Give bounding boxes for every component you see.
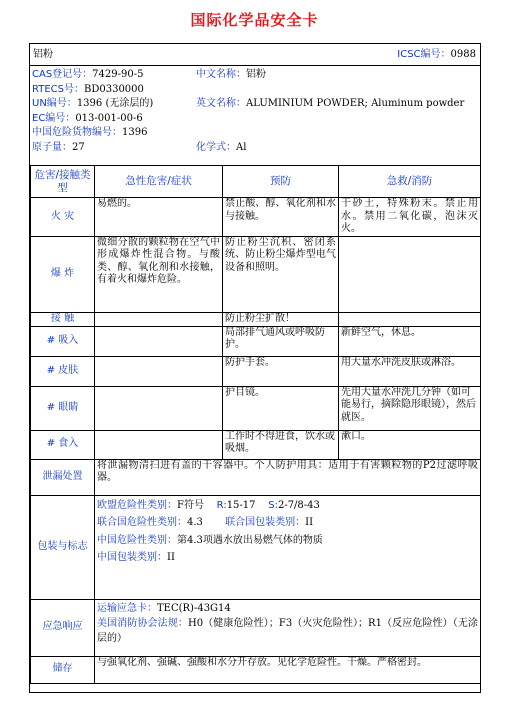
- rtecs-row: RTECS号：BD0330000: [32, 83, 144, 95]
- ec-value: 013-001-00-6: [75, 112, 143, 124]
- un-value: 1396 (无涂层的): [76, 98, 154, 109]
- col-header-aid: 急救/消防: [339, 166, 481, 198]
- icsc-label: ICSC编号：: [397, 49, 451, 60]
- table-row: # 吸入 局部排气通风或呼吸防护。 新鲜空气，休息。: [31, 326, 481, 356]
- packaging-content: 欧盟危险性类别：F符号 R:15-17 S:2-7/8-43 联合国危险性类别：4.3 联合国包装类别：II 中国危险性类别：第4.3项遇水放出易燃气体的物质 中国包装类别：II: [95, 495, 481, 599]
- cas-row: CAS登记号：7429-90-5: [32, 69, 144, 80]
- chemical-name: 铝粉: [33, 49, 53, 60]
- table-row: 接 触 防止粉尘扩散！: [31, 312, 481, 326]
- cas-value: 7429-90-5: [92, 69, 144, 80]
- cn-name-value: 铝粉: [246, 69, 266, 80]
- spill-text: 将泄漏物清扫进有盖的干容器中。个人防护用具：适用于有害颗粒物的P2过滤呼吸器。: [95, 459, 481, 495]
- spill-row: 泄漏处置 将泄漏物清扫进有盖的干容器中。个人防护用具：适用于有害颗粒物的P2过滤呼吸器。: [31, 459, 481, 495]
- table-row: # 眼睛 护目镜。 先用大量水冲洗几分钟（如可能易行，摘除隐形眼镜），然后就医。: [31, 386, 481, 430]
- un-row: UN编号：1396 (无涂层的): [32, 98, 154, 109]
- cn-goods-row: 中国危险货物编号：1396: [32, 127, 148, 138]
- page-title: 国际化学品安全卡: [190, 11, 319, 29]
- col-header-type: 危害/接触类型: [31, 166, 95, 198]
- table-row: # 食入 工作时不得进食，饮水或吸烟。 漱口。: [31, 430, 481, 459]
- col-header-hazard: 急性危害/症状: [95, 166, 223, 198]
- icsc-value: 0988: [450, 49, 476, 60]
- emergency-row: 应急响应 运输应急卡：TEC(R)-43G14 美国消防协会法规：H0（健康危险性）；F3（火灾危险性）；R1（反应危险性）（无涂层的）: [31, 599, 481, 656]
- table-row: 火 灾 易燃的。 禁止酸、醇、氧化剂和水与接触。 干砂土，特殊粉末。禁止用水。禁用二氧化碳，泡沫灭火。: [31, 198, 481, 237]
- atomic-weight-value: 27: [72, 141, 85, 153]
- storage-text: 与强氧化剂、强碱、强酸和水分开存放。见化学危险性。干燥。严格密封。: [95, 656, 481, 683]
- cn-name-row: 中文名称：铝粉: [196, 69, 266, 80]
- formula-value: Al: [236, 142, 247, 153]
- atomic-weight-row: 原子量：27: [32, 141, 85, 153]
- safety-card: [29, 43, 481, 693]
- identifiers-block: [32, 68, 153, 155]
- formula-row: 化学式：Al: [196, 142, 247, 153]
- col-header-prevention: 预防: [223, 166, 339, 198]
- table-header-row: [31, 166, 481, 198]
- table-row: # 皮肤 防护手套。 用大量水冲洗皮肤或淋浴。: [31, 356, 481, 386]
- emergency-content: 运输应急卡：TEC(R)-43G14 美国消防协会法规：H0（健康危险性）；F3（火灾危险性）；R1（反应危险性）（无涂层的）: [95, 599, 481, 656]
- storage-row: 储存 与强氧化剂、强碱、强酸和水分开存放。见化学危险性。干燥。严格密封。: [31, 656, 481, 683]
- en-name-row: 英文名称：ALUMINIUM POWDER; Aluminum powder: [196, 98, 465, 109]
- cn-goods-value: 1396: [122, 127, 148, 138]
- table-row: 爆 炸 微细分散的颗粒物在空气中形成爆炸性混合物。与酸类、醇、氧化剂和水接触，有着火和爆炸危险。 防止粉尘沉积、密闭系统、防止粉尘爆炸型电气设备和照明。: [31, 236, 481, 312]
- en-name-value: ALUMINIUM POWDER; Aluminum powder: [246, 98, 465, 109]
- divider: [30, 65, 480, 66]
- packaging-row: 包装与标志 欧盟危险性类别：F符号 R:15-17 S:2-7/8-43 联合国危险性类别：4.3 联合国包装类别：II 中国危险性类别：第4.3项遇水放出易燃气体的物质 中国包装类别：II: [31, 495, 481, 599]
- rtecs-value: BD0330000: [83, 83, 144, 95]
- hazards-table: [30, 165, 481, 684]
- ec-row: EC编号：013-001-00-6: [32, 112, 143, 124]
- icsc-number: [397, 48, 476, 61]
